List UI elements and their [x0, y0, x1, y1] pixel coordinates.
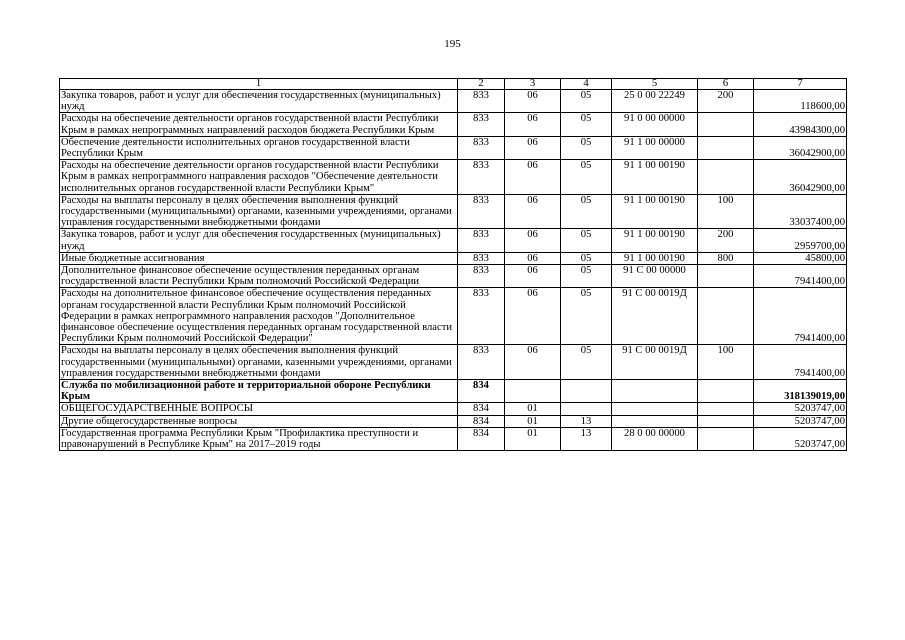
row-ministry-code: 833: [458, 194, 505, 229]
table-row: [60, 194, 847, 229]
table-row: [60, 252, 847, 264]
row-section-code: 06: [505, 160, 561, 195]
row-ministry-code: 833: [458, 265, 505, 288]
row-subsection-code: [561, 403, 612, 415]
table-row: [60, 229, 847, 252]
row-amount: 118600,00: [754, 90, 847, 113]
row-ministry-code: 833: [458, 229, 505, 252]
row-target-article: 91 0 00 00000: [612, 113, 698, 136]
row-ministry-code: 833: [458, 288, 505, 345]
table-row: [60, 380, 847, 403]
table-row: [60, 427, 847, 450]
row-target-article: 91 1 00 00190: [612, 160, 698, 195]
row-section-code: 06: [505, 194, 561, 229]
row-expense-type: [698, 136, 754, 159]
row-expense-type: [698, 265, 754, 288]
row-expense-type: [698, 288, 754, 345]
row-subsection-code: 05: [561, 229, 612, 252]
row-target-article: [612, 380, 698, 403]
row-amount: 7941400,00: [754, 265, 847, 288]
row-subsection-code: 13: [561, 415, 612, 427]
budget-table: [59, 78, 847, 451]
row-subsection-code: 05: [561, 345, 612, 380]
row-subsection-code: [561, 380, 612, 403]
table-row: [60, 90, 847, 113]
row-ministry-code: 833: [458, 90, 505, 113]
row-ministry-code: 834: [458, 403, 505, 415]
row-description: Закупка товаров, работ и услуг для обеспечения государственных (муниципальных) нужд: [60, 229, 458, 252]
row-section-code: 06: [505, 113, 561, 136]
header-cell: 4: [561, 79, 612, 90]
row-ministry-code: 833: [458, 160, 505, 195]
header-cell: 7: [754, 79, 847, 90]
row-section-code: 01: [505, 415, 561, 427]
header-cell: 5: [612, 79, 698, 90]
row-ministry-code: 833: [458, 136, 505, 159]
row-expense-type: [698, 427, 754, 450]
table-row: [60, 288, 847, 345]
row-subsection-code: 05: [561, 136, 612, 159]
row-amount: 43984300,00: [754, 113, 847, 136]
row-ministry-code: 833: [458, 345, 505, 380]
row-description: Расходы на выплаты персоналу в целях обеспечения выполнения функций государственными (муниципальными) органами, казенными учреждениями, органами управления государственными внебюджетными фондами: [60, 345, 458, 380]
row-section-code: 06: [505, 288, 561, 345]
row-target-article: 28 0 00 00000: [612, 427, 698, 450]
row-subsection-code: 05: [561, 265, 612, 288]
row-amount: 7941400,00: [754, 345, 847, 380]
row-section-code: 06: [505, 345, 561, 380]
row-amount: 7941400,00: [754, 288, 847, 345]
row-target-article: 91 1 00 00190: [612, 229, 698, 252]
row-section-code: 01: [505, 427, 561, 450]
row-amount: 36042900,00: [754, 136, 847, 159]
header-cell: 6: [698, 79, 754, 90]
row-subsection-code: 05: [561, 288, 612, 345]
row-description: Другие общегосударственные вопросы: [60, 415, 458, 427]
row-subsection-code: 13: [561, 427, 612, 450]
row-ministry-code: 834: [458, 380, 505, 403]
row-expense-type: 800: [698, 252, 754, 264]
row-expense-type: 200: [698, 229, 754, 252]
row-description: Обеспечение деятельности исполнительных органов государственной власти Республики Крым: [60, 136, 458, 159]
row-target-article: [612, 415, 698, 427]
row-description: Расходы на обеспечение деятельности органов государственной власти Республики Крым в рамках непрограммных направлений расходов бюджета Республики Крым: [60, 113, 458, 136]
row-subsection-code: 05: [561, 252, 612, 264]
row-amount: 45800,00: [754, 252, 847, 264]
row-expense-type: [698, 113, 754, 136]
row-description: Расходы на дополнительное финансовое обеспечение осуществления переданных органам государственной власти Республики Крым полномочий Российской Федерации в рамках непрограммного направления расходов "Дополнительное финансовое обеспечение осуществления переданных органам государственной власти Республики Крым полномочий Российской Федерации": [60, 288, 458, 345]
row-amount: 2959700,00: [754, 229, 847, 252]
row-ministry-code: 834: [458, 427, 505, 450]
page-number: 195: [444, 38, 461, 50]
row-amount: 33037400,00: [754, 194, 847, 229]
row-amount: 36042900,00: [754, 160, 847, 195]
row-description: Государственная программа Республики Крым "Профилактика преступности и правонарушений в Республике Крым" на 2017–2019 годы: [60, 427, 458, 450]
table-row: [60, 403, 847, 415]
row-target-article: 91 С 00 0019Д: [612, 288, 698, 345]
row-section-code: 01: [505, 403, 561, 415]
row-target-article: 91 1 00 00000: [612, 136, 698, 159]
row-description: Дополнительное финансовое обеспечение осуществления переданных органам государственной власти Республики Крым полномочий Российской Федерации: [60, 265, 458, 288]
table-row: [60, 136, 847, 159]
row-target-article: 91 1 00 00190: [612, 252, 698, 264]
table-row: [60, 345, 847, 380]
row-target-article: 91 1 00 00190: [612, 194, 698, 229]
row-ministry-code: 834: [458, 415, 505, 427]
row-target-article: 25 0 00 22249: [612, 90, 698, 113]
header-cell: 2: [458, 79, 505, 90]
row-description: Иные бюджетные ассигнования: [60, 252, 458, 264]
row-subsection-code: 05: [561, 160, 612, 195]
header-cell: 1: [60, 79, 458, 90]
row-subsection-code: 05: [561, 113, 612, 136]
row-description: Расходы на обеспечение деятельности органов государственной власти Республики Крым в рамках непрограммного направления расходов "Обеспечение деятельности исполнительных органов государственной власти Республики Крым": [60, 160, 458, 195]
row-description: Расходы на выплаты персоналу в целях обеспечения выполнения функций государственными (муниципальными) органами, казенными учреждениями, органами управления государственными внебюджетными фондами: [60, 194, 458, 229]
row-expense-type: [698, 380, 754, 403]
row-expense-type: [698, 415, 754, 427]
row-section-code: 06: [505, 136, 561, 159]
row-section-code: 06: [505, 265, 561, 288]
table-row: [60, 160, 847, 195]
row-amount: 318139019,00: [754, 380, 847, 403]
row-expense-type: 200: [698, 90, 754, 113]
row-description: Служба по мобилизационной работе и территориальной обороне Республики Крым: [60, 380, 458, 403]
row-target-article: [612, 403, 698, 415]
row-amount: 5203747,00: [754, 415, 847, 427]
row-expense-type: 100: [698, 194, 754, 229]
table-row: [60, 113, 847, 136]
header-cell: 3: [505, 79, 561, 90]
table-row: [60, 415, 847, 427]
row-expense-type: 100: [698, 345, 754, 380]
row-amount: 5203747,00: [754, 403, 847, 415]
row-expense-type: [698, 160, 754, 195]
table-row: [60, 265, 847, 288]
row-ministry-code: 833: [458, 113, 505, 136]
row-section-code: 06: [505, 252, 561, 264]
row-section-code: 06: [505, 90, 561, 113]
row-section-code: [505, 380, 561, 403]
row-target-article: 91 С 00 00000: [612, 265, 698, 288]
row-amount: 5203747,00: [754, 427, 847, 450]
row-description: Закупка товаров, работ и услуг для обеспечения государственных (муниципальных) нужд: [60, 90, 458, 113]
row-target-article: 91 С 00 0019Д: [612, 345, 698, 380]
row-expense-type: [698, 403, 754, 415]
row-section-code: 06: [505, 229, 561, 252]
row-subsection-code: 05: [561, 90, 612, 113]
row-description: ОБЩЕГОСУДАРСТВЕННЫЕ ВОПРОСЫ: [60, 403, 458, 415]
table-header-row: [60, 79, 847, 90]
row-ministry-code: 833: [458, 252, 505, 264]
row-subsection-code: 05: [561, 194, 612, 229]
